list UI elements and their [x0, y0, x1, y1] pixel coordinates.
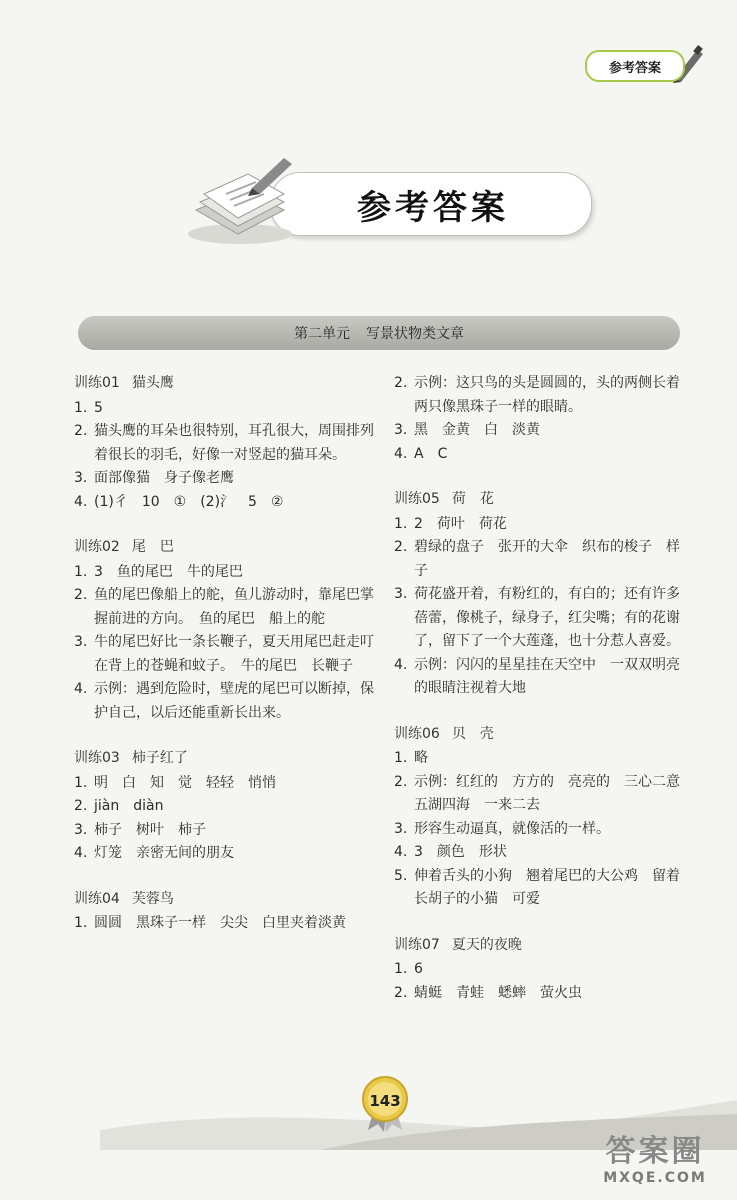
unit-topic: 写景状物类文章	[366, 326, 464, 342]
answer-item	[394, 818, 684, 842]
answer-item	[74, 491, 386, 515]
answer-item	[394, 865, 684, 912]
exercise-heading	[394, 934, 684, 958]
exercise-title: 贝 壳	[451, 725, 494, 742]
answer-text: 伸着舌头的小狗 翘着尾巴的大公鸡 留着长胡子的小猫 可爱	[414, 867, 680, 907]
answer-text: 示例：这只鸟的头是圆圆的，头的两侧长着两只像黑珠子一样的眼睛。	[414, 375, 680, 415]
answer-item	[74, 397, 386, 421]
answer-text: 略	[414, 750, 428, 766]
answer-text: 明 白 知 觉 轻轻 悄悄	[94, 774, 276, 791]
unit-label: 第二单元	[294, 326, 350, 342]
answer-number: 3.	[74, 470, 88, 486]
answer-text: 6	[414, 961, 423, 977]
exercise-heading	[74, 536, 386, 560]
answer-number: 3.	[74, 634, 88, 650]
answer-text: 示例：遇到危险时，壁虎的尾巴可以断掉，保护自己，以后还能重新长出来。	[94, 681, 374, 721]
answer-number: 5.	[394, 867, 408, 884]
left-column	[74, 372, 386, 958]
answer-text: 圆圆 黑珠子一样 尖尖 白里夹着淡黄	[94, 915, 346, 931]
answer-text: 形容生动逼真，就像活的一样。	[414, 820, 610, 837]
answer-item	[74, 912, 386, 936]
exercise-title: 柿子红了	[131, 750, 188, 766]
answer-text: 面部像猫 身子像老鹰	[94, 470, 234, 486]
exercise-heading	[74, 888, 386, 912]
answer-text: 5	[94, 399, 103, 416]
answer-item	[394, 958, 684, 982]
answer-text: 3 颜色 形状	[414, 844, 507, 860]
answer-number: 3.	[394, 586, 408, 602]
watermark-main: 答案圈	[605, 1134, 705, 1169]
answer-number: 2.	[394, 539, 408, 555]
exercise-section	[74, 888, 386, 936]
answer-item	[74, 842, 386, 866]
exercise-section	[74, 536, 386, 725]
answer-number: 3.	[394, 820, 408, 837]
answer-text: 灯笼 亲密无间的朋友	[94, 845, 234, 861]
exercise-title: 尾 巴	[131, 539, 174, 555]
answer-number: 1.	[394, 961, 408, 977]
exercise-section	[394, 488, 684, 701]
exercise-title: 荷 花	[451, 491, 494, 507]
answer-text: 牛的尾巴好比一条长鞭子，夏天用尾巴赶走叮在背上的苍蝇和蚊子。 牛的尾巴 长鞭子	[94, 634, 374, 674]
title-area	[170, 150, 600, 250]
answer-item	[74, 467, 386, 491]
answer-item	[394, 654, 684, 701]
answer-number: 4.	[394, 844, 408, 860]
exercise-heading	[74, 372, 386, 396]
answer-number: 1.	[394, 515, 408, 532]
exercise-tag: 训练06	[394, 725, 440, 742]
exercise-tag: 训练02	[74, 539, 120, 555]
answer-item	[394, 372, 684, 419]
answer-number: 2.	[74, 798, 88, 814]
answer-item	[394, 841, 684, 865]
section-banner	[78, 316, 680, 350]
answer-item	[74, 795, 386, 819]
answer-text: 示例：闪闪的星星挂在天空中 一双双明亮的眼睛注视着大地	[414, 656, 680, 696]
answer-number: 2.	[74, 587, 88, 603]
answer-number: 4.	[74, 493, 88, 510]
answer-item	[394, 443, 684, 467]
exercise-tag: 训练07	[394, 936, 440, 953]
answer-number: 1.	[74, 563, 88, 580]
exercise-heading	[394, 488, 684, 512]
exercise-section	[394, 372, 684, 466]
answer-item	[394, 419, 684, 443]
answer-number: 1.	[74, 915, 88, 931]
answer-number: 4.	[74, 845, 88, 861]
page-title: 参考答案	[357, 187, 509, 228]
answer-number: 2.	[394, 375, 408, 391]
corner-badge: 参考答案	[585, 50, 685, 82]
answer-number: 3.	[74, 821, 88, 838]
watermark	[585, 1134, 725, 1194]
answer-item	[394, 982, 684, 1006]
answer-number: 4.	[394, 656, 408, 673]
answer-item	[394, 771, 694, 818]
papers-pencil-icon	[180, 150, 300, 250]
answer-number: 3.	[394, 422, 408, 438]
right-column	[394, 372, 694, 1027]
exercise-heading	[74, 747, 386, 771]
exercise-tag: 训练01	[74, 375, 120, 391]
answer-item	[394, 536, 684, 583]
answer-item	[74, 561, 386, 585]
exercise-heading	[394, 723, 684, 747]
answer-text: 荷花盛开着，有粉红的，有白的；还有许多蓓蕾，像桃子，绿身子，红尖嘴；有的花谢了，留下了一个大莲蓬，也十分惹人喜爱。	[414, 586, 680, 649]
answer-text: 猫头鹰的耳朵也很特别，耳孔很大，周围排列着很长的羽毛，好像一对竖起的猫耳朵。	[94, 423, 374, 463]
answer-number: 4.	[74, 681, 88, 697]
answer-text: jiàn diàn	[94, 798, 164, 814]
answer-item	[74, 420, 386, 467]
exercise-tag: 训练05	[394, 491, 440, 507]
answer-item	[394, 583, 684, 654]
answer-number: 1.	[74, 399, 88, 416]
page-number: 143	[369, 1092, 401, 1110]
answer-number: 1.	[74, 774, 88, 791]
exercise-section	[394, 723, 694, 912]
answer-number: 2.	[394, 773, 408, 790]
answer-text: 黑 金黄 白 淡黄	[414, 422, 540, 438]
watermark-url: MXQE.COM	[603, 1170, 707, 1186]
answer-item	[74, 584, 386, 631]
answer-text: 2 荷叶 荷花	[414, 515, 507, 532]
answer-item	[74, 772, 386, 796]
answer-number: 2.	[74, 423, 88, 439]
answer-item	[74, 631, 386, 678]
answer-text: (1)彳 10 ① (2)氵 5 ②	[94, 493, 284, 510]
answer-text: A C	[414, 445, 448, 462]
exercise-title: 夏天的夜晚	[451, 936, 522, 953]
answer-text: 柿子 树叶 柿子	[94, 821, 206, 838]
answer-text: 3 鱼的尾巴 牛的尾巴	[94, 563, 243, 580]
exercise-title: 芙蓉鸟	[131, 890, 174, 907]
answer-number: 4.	[394, 445, 408, 462]
answer-number: 1.	[394, 750, 408, 766]
exercise-tag: 训练04	[74, 890, 120, 907]
exercise-title: 猫头鹰	[131, 375, 174, 391]
exercise-tag: 训练03	[74, 750, 120, 766]
answer-text: 碧绿的盘子 张开的大伞 织布的梭子 样子	[414, 539, 680, 579]
answer-text: 蜻蜓 青蛙 蟋蟀 萤火虫	[414, 984, 582, 1001]
answer-item	[394, 747, 684, 771]
exercise-section	[74, 372, 386, 514]
answer-text: 示例：红红的 方方的 亮亮的 三心二意 五湖四海 一来二去	[414, 773, 694, 813]
answer-number: 2.	[394, 984, 408, 1001]
answer-text: 鱼的尾巴像船上的舵，鱼儿游动时，靠尾巴掌握前进的方向。 鱼的尾巴 船上的舵	[94, 587, 374, 627]
answer-item	[74, 678, 386, 725]
exercise-section	[74, 747, 386, 866]
exercise-section	[394, 934, 684, 1006]
answer-item	[74, 819, 386, 843]
answer-item	[394, 513, 684, 537]
